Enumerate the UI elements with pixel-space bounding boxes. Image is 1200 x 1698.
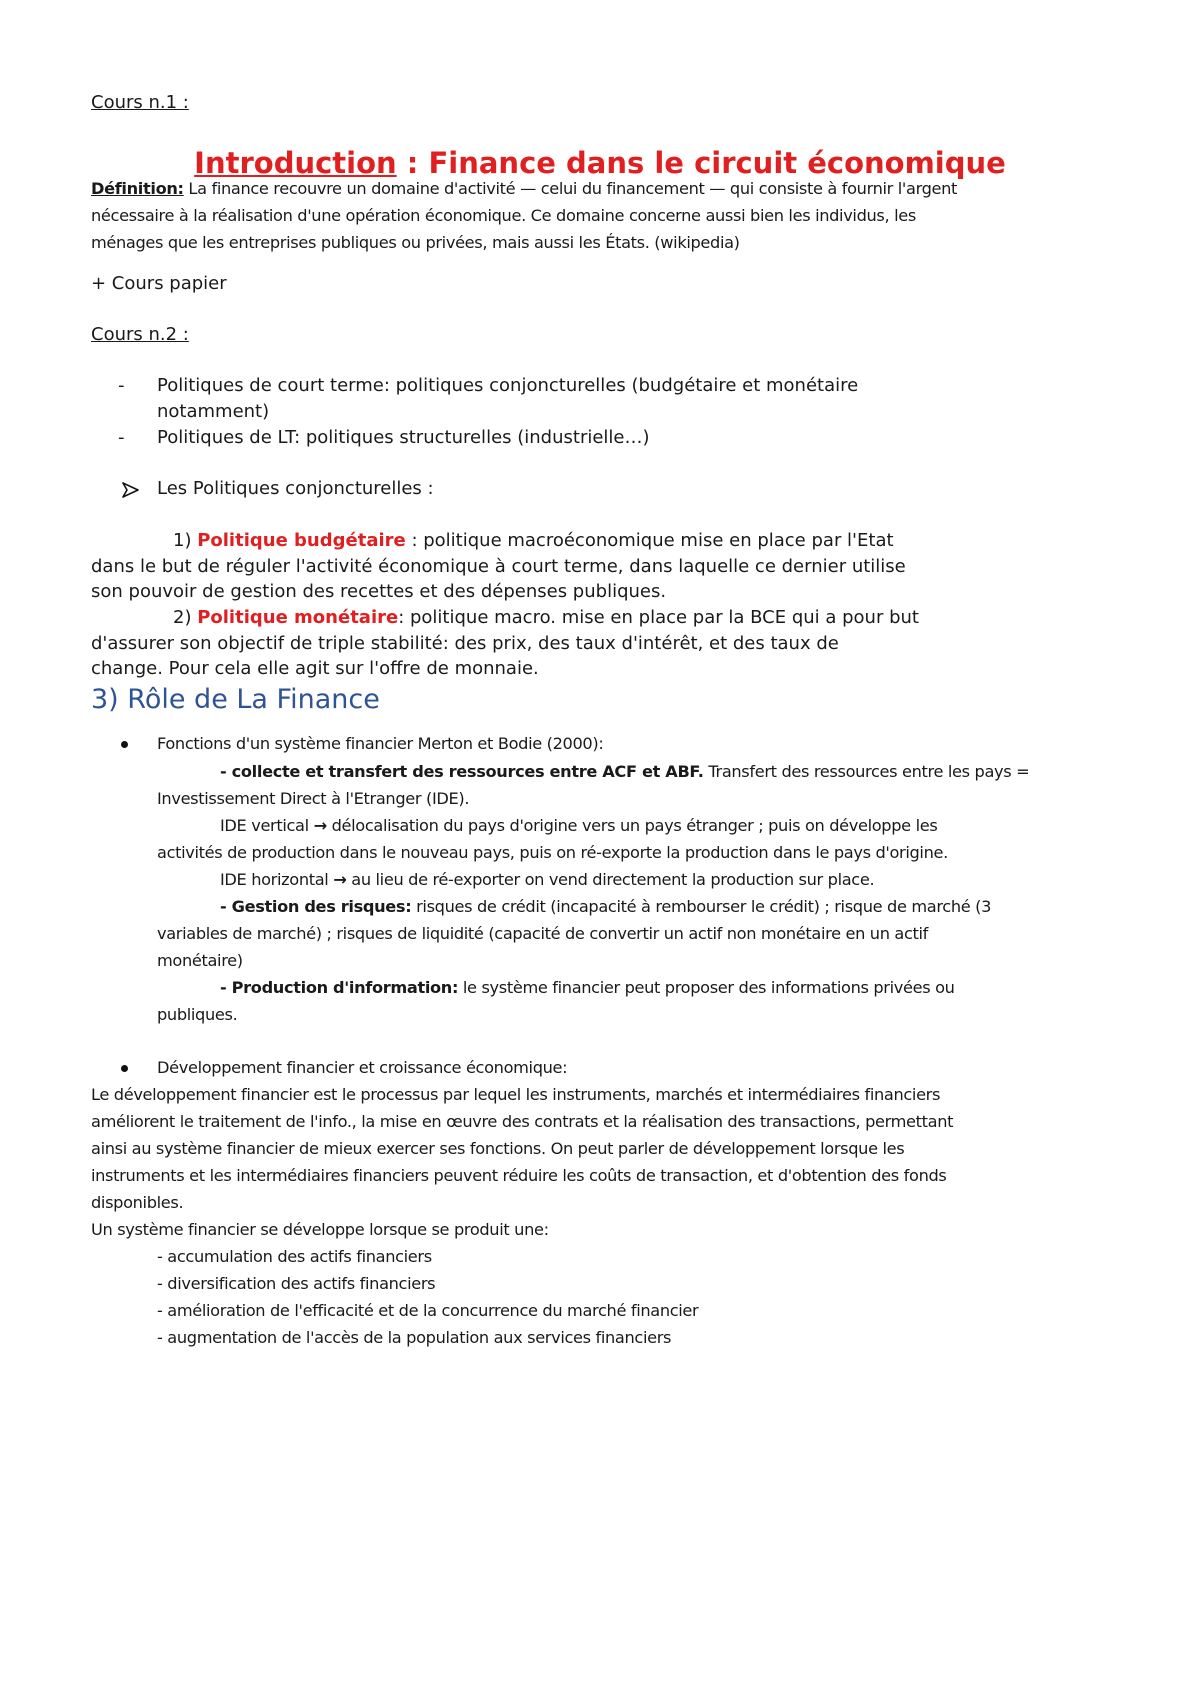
risques-line-2: variables de marché) ; risques de liquidité (capacité de convertir un actif non monétaire en un actif bbox=[157, 924, 929, 943]
collecte-text: Transfert des ressources entre les pays = bbox=[703, 762, 1030, 781]
paragraph-line: Le développement financier est le processus par lequel les instruments, marchés et intermédiaires financiers bbox=[91, 1085, 941, 1104]
ide-vertical-line-2: activités de production dans le nouveau pays, puis on ré-exporte la production dans le pays d'origine. bbox=[157, 843, 948, 862]
definition-label: Définition: bbox=[91, 179, 184, 198]
list-dash: - bbox=[118, 427, 125, 448]
cours2-heading: Cours n.2 : bbox=[91, 324, 189, 345]
section3-heading: 3) Rôle de La Finance bbox=[91, 684, 380, 715]
page-title bbox=[0, 146, 1200, 180]
paragraph-line: instruments et les intermédiaires financiers peuvent réduire les coûts de transaction, et d'obtention des fonds bbox=[91, 1166, 947, 1185]
bullet-icon bbox=[121, 741, 128, 748]
politique-budgetaire-line-2: dans le but de réguler l'activité économique à court terme, dans laquelle ce dernier utilise bbox=[91, 556, 906, 577]
politique-monetaire-line-2: d'assurer son objectif de triple stabilité: des prix, des taux d'intérêt, et des taux de bbox=[91, 633, 839, 654]
list-item: - accumulation des actifs financiers bbox=[157, 1247, 432, 1266]
paragraph-line: ainsi au système financier de mieux exercer ses fonctions. On peut parler de développement lorsque les bbox=[91, 1139, 905, 1158]
risques-term: - Gestion des risques: bbox=[220, 897, 412, 916]
fonctions-bullet: Fonctions d'un système financier Merton et Bodie (2000): bbox=[157, 734, 604, 753]
ide-vertical-label: IDE vertical bbox=[220, 816, 309, 835]
bullet-icon bbox=[121, 1065, 128, 1072]
list-dash: - bbox=[118, 375, 125, 396]
information-text: le système financier peut proposer des informations privées ou bbox=[458, 978, 955, 997]
list-item: - amélioration de l'efficacité et de la concurrence du marché financier bbox=[157, 1301, 699, 1320]
politiques-conjoncturelles-item: Les Politiques conjoncturelles : bbox=[157, 478, 434, 499]
politique-monetaire-term: Politique monétaire bbox=[197, 607, 399, 628]
title-rest: : Finance dans le circuit économique bbox=[396, 146, 1006, 180]
risques-line bbox=[220, 897, 991, 916]
paragraph-line: améliorent le traitement de l'info., la mise en œuvre des contrats et la réalisation des transactions, permettant bbox=[91, 1112, 954, 1131]
information-term: - Production d'information: bbox=[220, 978, 459, 997]
collecte-term: - collecte et transfert des ressources entre ACF et ABF. bbox=[220, 762, 704, 781]
definition-line-2: nécessaire à la réalisation d'une opération économique. Ce domaine concerne aussi bien les individus, les bbox=[91, 206, 916, 225]
se-developpe-line: Un système financier se développe lorsque se produit une: bbox=[91, 1220, 549, 1239]
politique2-text: : politique macro. mise en place par la BCE qui a pour but bbox=[398, 607, 919, 628]
ide-vertical-line bbox=[220, 816, 937, 835]
ide-horizontal-label: IDE horizontal bbox=[220, 870, 329, 889]
definition-line-3: ménages que les entreprises publiques ou privées, mais aussi les États. (wikipedia) bbox=[91, 233, 740, 252]
ide-vertical-text: délocalisation du pays d'origine vers un pays étranger ; puis on développe les bbox=[326, 816, 938, 835]
ide-horizontal-text: au lieu de ré-exporter on vend directement la production sur place. bbox=[346, 870, 875, 889]
list-item-court-terme: Politiques de court terme: politiques conjoncturelles (budgétaire et monétaire bbox=[157, 375, 859, 396]
list-item-long-terme: Politiques de LT: politiques structurelles (industrielle…) bbox=[157, 427, 650, 448]
list-item: - augmentation de l'accès de la population aux services financiers bbox=[157, 1328, 672, 1347]
ide-line: Investissement Direct à l'Etranger (IDE). bbox=[157, 789, 470, 808]
politique2-number: 2) bbox=[173, 607, 198, 628]
risques-text: risques de crédit (incapacité à rembourser le crédit) ; risque de marché (3 bbox=[411, 897, 992, 916]
politique-budgetaire-line-1 bbox=[173, 530, 894, 551]
risques-line-3: monétaire) bbox=[157, 951, 243, 970]
collecte-line bbox=[220, 762, 1029, 781]
cours1-heading: Cours n.1 : bbox=[91, 92, 189, 113]
arrow-right-icon: → bbox=[333, 870, 347, 889]
list-item: - diversification des actifs financiers bbox=[157, 1274, 436, 1293]
politique1-text: : politique macroéconomique mise en place par l'Etat bbox=[405, 530, 894, 551]
politique1-number: 1) bbox=[173, 530, 198, 551]
information-line bbox=[220, 978, 955, 997]
developpement-bullet: Développement financier et croissance économique: bbox=[157, 1058, 568, 1077]
title-introduction: Introduction bbox=[194, 146, 397, 180]
politique-budgetaire-line-3: son pouvoir de gestion des recettes et des dépenses publiques. bbox=[91, 581, 667, 602]
ide-horizontal-line bbox=[220, 870, 874, 889]
list-item-court-terme-cont: notamment) bbox=[157, 401, 270, 422]
paragraph-line: disponibles. bbox=[91, 1193, 184, 1212]
politique-monetaire-line-1 bbox=[173, 607, 919, 628]
politique-monetaire-line-3: change. Pour cela elle agit sur l'offre de monnaie. bbox=[91, 658, 539, 679]
arrowhead-right-icon bbox=[121, 481, 141, 499]
definition-line-1 bbox=[91, 179, 957, 198]
arrow-right-icon: → bbox=[313, 816, 327, 835]
information-line-2: publiques. bbox=[157, 1005, 238, 1024]
definition-text-1: La finance recouvre un domaine d'activité — celui du financement — qui consiste à fournir l'argent bbox=[183, 179, 958, 198]
politique-budgetaire-term: Politique budgétaire bbox=[197, 530, 406, 551]
cours-papier: + Cours papier bbox=[91, 273, 227, 294]
